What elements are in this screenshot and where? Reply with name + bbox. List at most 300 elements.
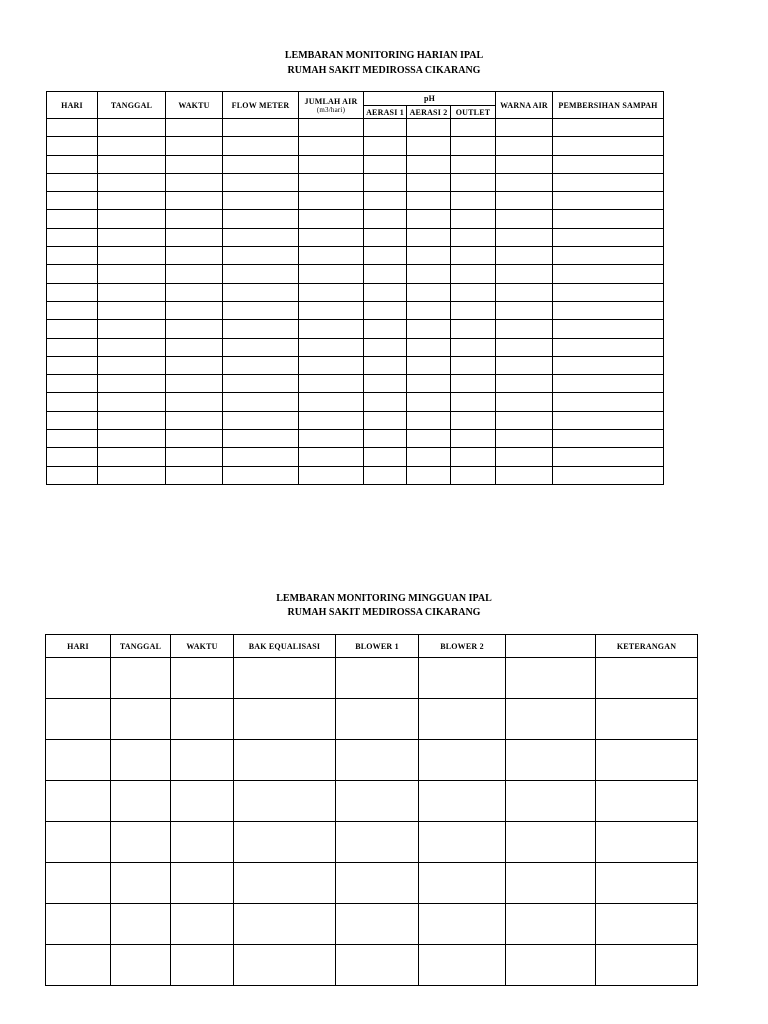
daily-table-cell [47,466,98,484]
header-waktu: WAKTU [166,92,223,119]
weekly-table-cell [171,740,234,781]
weekly-table-cell [506,904,596,945]
daily-table-cell [47,137,98,155]
daily-table-cell [364,301,407,319]
daily-table-cell [364,155,407,173]
weekly-table-cell [234,904,336,945]
daily-table-cell [47,155,98,173]
weekly-table-cell [111,781,171,822]
daily-table-cell [451,301,496,319]
daily-table-cell [364,338,407,356]
daily-table-cell [166,356,223,374]
weekly-table-cell [234,658,336,699]
daily-table-cell [451,210,496,228]
daily-table-cell [166,338,223,356]
daily-table-row [47,173,664,191]
daily-table-cell [553,210,664,228]
daily-table-row [47,430,664,448]
daily-table-cell [407,119,451,137]
daily-table-cell [299,192,364,210]
weekly-table-cell [336,699,419,740]
daily-table-cell [364,448,407,466]
daily-table-cell [47,228,98,246]
weekly-table-row [46,658,698,699]
daily-table-cell [223,210,299,228]
daily-table-cell [407,393,451,411]
daily-table-cell [47,247,98,265]
daily-table-cell [47,448,98,466]
daily-table-cell [496,320,553,338]
daily-table-cell [496,210,553,228]
daily-table-cell [451,338,496,356]
daily-table-cell [47,338,98,356]
daily-table-cell [47,393,98,411]
weekly-table-cell [46,658,111,699]
weekly-table-cell [596,658,698,699]
daily-table-cell [223,411,299,429]
weekly-table-cell [419,822,506,863]
daily-table-cell [451,430,496,448]
daily-table-cell [166,411,223,429]
daily-table-cell [299,247,364,265]
daily-table-cell [496,228,553,246]
daily-table-cell [166,155,223,173]
daily-table-cell [166,210,223,228]
daily-table-cell [166,320,223,338]
daily-table-cell [98,210,166,228]
daily-table-cell [364,393,407,411]
weekly-table-cell [506,822,596,863]
daily-table-cell [407,301,451,319]
daily-table-cell [451,228,496,246]
daily-table-cell [98,301,166,319]
daily-table-cell [364,356,407,374]
daily-table-cell [407,228,451,246]
daily-table-cell [364,265,407,283]
daily-table-cell [451,119,496,137]
daily-table-cell [451,411,496,429]
weekly-table-cell [111,699,171,740]
weekly-table-cell [46,740,111,781]
daily-table-cell [364,137,407,155]
weekly-table-cell [171,822,234,863]
daily-table-row [47,119,664,137]
daily-table-cell [553,375,664,393]
daily-table-cell [98,320,166,338]
daily-table-cell [166,283,223,301]
daily-table-cell [496,393,553,411]
daily-table-cell [364,192,407,210]
jumlah-air-label: JUMLAH AIR [304,96,358,106]
daily-table-cell [299,210,364,228]
daily-table-cell [223,320,299,338]
daily-table-cell [407,283,451,301]
weekly-table-cell [336,863,419,904]
daily-table-cell [407,356,451,374]
weekly-header-keterangan: KETERANGAN [596,635,698,658]
daily-table-cell [166,375,223,393]
daily-table-cell [407,338,451,356]
weekly-title-line1: LEMBARAN MONITORING MINGGUAN IPAL [276,593,492,604]
header-tanggal: TANGGAL [98,92,166,119]
daily-table-cell [166,265,223,283]
weekly-table-cell [596,863,698,904]
daily-table-cell [496,192,553,210]
weekly-table-cell [419,945,506,986]
daily-table-cell [496,375,553,393]
daily-table-cell [223,466,299,484]
header-ph: pH [364,92,496,106]
weekly-table-cell [111,822,171,863]
daily-table-cell [223,228,299,246]
daily-table-row [47,247,664,265]
daily-table-cell [364,228,407,246]
daily-table-cell [451,466,496,484]
daily-table-cell [451,356,496,374]
header-outlet: OUTLET [451,106,496,119]
daily-table-cell [223,283,299,301]
daily-table-cell [496,356,553,374]
daily-table-cell [496,430,553,448]
weekly-table-cell [336,658,419,699]
daily-table-cell [47,283,98,301]
daily-table-cell [299,411,364,429]
daily-table-cell [166,247,223,265]
weekly-table-cell [46,945,111,986]
daily-table-cell [407,210,451,228]
daily-table-cell [299,119,364,137]
weekly-table-cell [596,822,698,863]
daily-table-cell [553,173,664,191]
daily-table-cell [299,301,364,319]
daily-table-cell [364,430,407,448]
daily-table-cell [47,430,98,448]
daily-table-cell [364,320,407,338]
daily-table-cell [166,173,223,191]
daily-table-cell [299,320,364,338]
daily-table-cell [451,192,496,210]
weekly-table-cell [336,945,419,986]
weekly-table-cell [596,945,698,986]
daily-table-cell [47,192,98,210]
daily-table-row [47,338,664,356]
weekly-table-cell [234,822,336,863]
daily-table-row [47,320,664,338]
weekly-table-cell [506,658,596,699]
weekly-table-cell [111,863,171,904]
daily-monitoring-table [46,91,664,485]
daily-table-cell [553,356,664,374]
weekly-table-row [46,904,698,945]
daily-table-row [47,155,664,173]
daily-table-cell [407,173,451,191]
daily-table-cell [364,173,407,191]
weekly-table-cell [171,781,234,822]
daily-table-cell [553,119,664,137]
daily-table-cell [98,137,166,155]
weekly-table-cell [506,863,596,904]
daily-table-cell [299,137,364,155]
daily-table-cell [299,466,364,484]
weekly-table-cell [171,945,234,986]
weekly-table-cell [596,699,698,740]
daily-table-cell [98,411,166,429]
daily-table-row [47,411,664,429]
daily-table-cell [98,265,166,283]
weekly-table-cell [111,904,171,945]
daily-table-cell [407,466,451,484]
daily-table-cell [553,137,664,155]
weekly-table-cell [46,863,111,904]
weekly-table-cell [171,699,234,740]
daily-table-cell [166,137,223,155]
weekly-title-line2: RUMAH SAKIT MEDIROSSA CIKARANG [287,607,481,618]
daily-table-cell [223,265,299,283]
daily-table-cell [166,430,223,448]
daily-table-cell [553,393,664,411]
daily-table-cell [98,173,166,191]
weekly-header-hari: HARI [46,635,111,658]
weekly-table-cell [234,945,336,986]
daily-table-cell [451,375,496,393]
daily-table-cell [47,356,98,374]
daily-table-cell [166,192,223,210]
daily-table-cell [407,430,451,448]
weekly-table-cell [234,740,336,781]
daily-table-cell [364,466,407,484]
daily-table-cell [98,375,166,393]
daily-title-line2: RUMAH SAKIT MEDIROSSA CIKARANG [287,65,481,76]
daily-table-row [47,466,664,484]
daily-table-cell [553,411,664,429]
daily-table-cell [553,155,664,173]
daily-table-cell [364,119,407,137]
daily-table-row [47,448,664,466]
weekly-table-cell [234,863,336,904]
daily-table-cell [166,301,223,319]
daily-table-cell [553,448,664,466]
daily-table-cell [451,155,496,173]
weekly-table-cell [46,699,111,740]
daily-table-cell [223,137,299,155]
daily-table-cell [496,466,553,484]
daily-table-cell [553,247,664,265]
daily-table-cell [451,173,496,191]
weekly-table-cell [419,740,506,781]
daily-table-cell [553,320,664,338]
daily-table-cell [47,119,98,137]
daily-table-cell [223,119,299,137]
daily-table-cell [299,356,364,374]
daily-table-row [47,137,664,155]
header-hari: HARI [47,92,98,119]
daily-table-cell [407,137,451,155]
weekly-header-tanggal: TANGGAL [111,635,171,658]
daily-table-cell [364,283,407,301]
daily-table-cell [98,247,166,265]
weekly-table-cell [111,945,171,986]
weekly-table-cell [46,781,111,822]
weekly-monitoring-table [45,634,698,986]
daily-table-cell [98,338,166,356]
daily-table-row [47,265,664,283]
daily-table-cell [223,393,299,411]
weekly-table-cell [506,945,596,986]
daily-table-cell [166,228,223,246]
daily-table-cell [496,173,553,191]
header-jumlah-air [299,92,364,119]
daily-table-cell [407,265,451,283]
daily-table-cell [299,375,364,393]
daily-table-cell [451,247,496,265]
daily-table-row [47,375,664,393]
weekly-table-cell [336,822,419,863]
weekly-table-row [46,699,698,740]
daily-table-cell [98,448,166,466]
daily-table-cell [98,283,166,301]
daily-table-cell [553,265,664,283]
weekly-table-cell [419,904,506,945]
daily-table-cell [299,430,364,448]
weekly-table-cell [46,822,111,863]
weekly-table-cell [46,904,111,945]
daily-table-cell [223,448,299,466]
weekly-table-cell [596,781,698,822]
daily-table-row [47,301,664,319]
weekly-table-cell [419,699,506,740]
header-warna-air: WARNA AIR [496,92,553,119]
daily-table-cell [47,210,98,228]
weekly-header-blower-2: BLOWER 2 [419,635,506,658]
weekly-header-waktu: WAKTU [171,635,234,658]
daily-table-row [47,192,664,210]
daily-table-cell [364,210,407,228]
daily-table-cell [496,119,553,137]
weekly-table-cell [419,658,506,699]
daily-table-cell [299,338,364,356]
daily-table-cell [223,155,299,173]
daily-table-cell [299,393,364,411]
weekly-table-cell [234,699,336,740]
daily-table-cell [223,338,299,356]
daily-table-cell [407,155,451,173]
weekly-table-cell [419,863,506,904]
weekly-table-cell [171,863,234,904]
daily-table-cell [98,393,166,411]
daily-table-cell [223,247,299,265]
jumlah-air-unit: (m3/hari) [316,105,346,114]
daily-table-cell [166,466,223,484]
daily-table-cell [166,119,223,137]
daily-table-cell [407,247,451,265]
weekly-table-cell [336,904,419,945]
daily-table-cell [299,228,364,246]
daily-table-cell [553,430,664,448]
weekly-table-cell [111,740,171,781]
weekly-table-row [46,945,698,986]
daily-table-cell [364,247,407,265]
weekly-table-row [46,740,698,781]
daily-table-cell [451,283,496,301]
daily-table-cell [553,228,664,246]
daily-table-cell [47,375,98,393]
daily-table-cell [223,375,299,393]
daily-table-cell [496,301,553,319]
daily-table-cell [299,155,364,173]
daily-table-cell [98,430,166,448]
daily-table-cell [496,247,553,265]
daily-table-cell [98,155,166,173]
daily-table-cell [407,192,451,210]
daily-table-cell [47,265,98,283]
daily-table-cell [496,155,553,173]
weekly-table-row [46,781,698,822]
daily-table-cell [98,228,166,246]
daily-table-cell [496,448,553,466]
daily-table-cell [451,320,496,338]
weekly-table-row [46,822,698,863]
weekly-table-cell [171,904,234,945]
header-aerasi-2: AERASI 2 [407,106,451,119]
daily-table-cell [451,448,496,466]
daily-table-cell [407,411,451,429]
daily-table-cell [98,119,166,137]
daily-table-cell [553,192,664,210]
weekly-table-cell [596,904,698,945]
weekly-table-cell [336,781,419,822]
daily-table-cell [364,411,407,429]
daily-table-row [47,393,664,411]
daily-table-cell [47,301,98,319]
daily-table-row [47,210,664,228]
daily-table-row [47,283,664,301]
weekly-table-cell [506,699,596,740]
daily-table-row [47,356,664,374]
weekly-table-row [46,863,698,904]
daily-table-cell [223,301,299,319]
weekly-table-cell [419,781,506,822]
daily-table-cell [553,466,664,484]
daily-table-cell [407,375,451,393]
daily-table-cell [98,192,166,210]
daily-table-cell [496,338,553,356]
weekly-table-cell [506,740,596,781]
daily-table-cell [407,320,451,338]
daily-table-cell [47,411,98,429]
daily-table-cell [299,448,364,466]
header-flow-meter: FLOW METER [223,92,299,119]
daily-table-cell [553,283,664,301]
daily-table-cell [299,173,364,191]
header-aerasi-1: AERASI 1 [364,106,407,119]
daily-table-cell [299,265,364,283]
daily-table-cell [553,301,664,319]
daily-table-cell [47,320,98,338]
daily-table-cell [223,430,299,448]
weekly-table-cell [171,658,234,699]
header-pembersihan-sampah: PEMBERSIHAN SAMPAH [553,92,664,119]
weekly-table-cell [111,658,171,699]
daily-table-cell [451,265,496,283]
weekly-header-bak-equalisasi: BAK EQUALISASI [234,635,336,658]
daily-table-cell [166,448,223,466]
daily-table-cell [496,283,553,301]
weekly-header-blower-1: BLOWER 1 [336,635,419,658]
daily-table-cell [98,466,166,484]
weekly-table-cell [336,740,419,781]
daily-table-cell [223,356,299,374]
daily-title-line1: LEMBARAN MONITORING HARIAN IPAL [284,50,484,61]
